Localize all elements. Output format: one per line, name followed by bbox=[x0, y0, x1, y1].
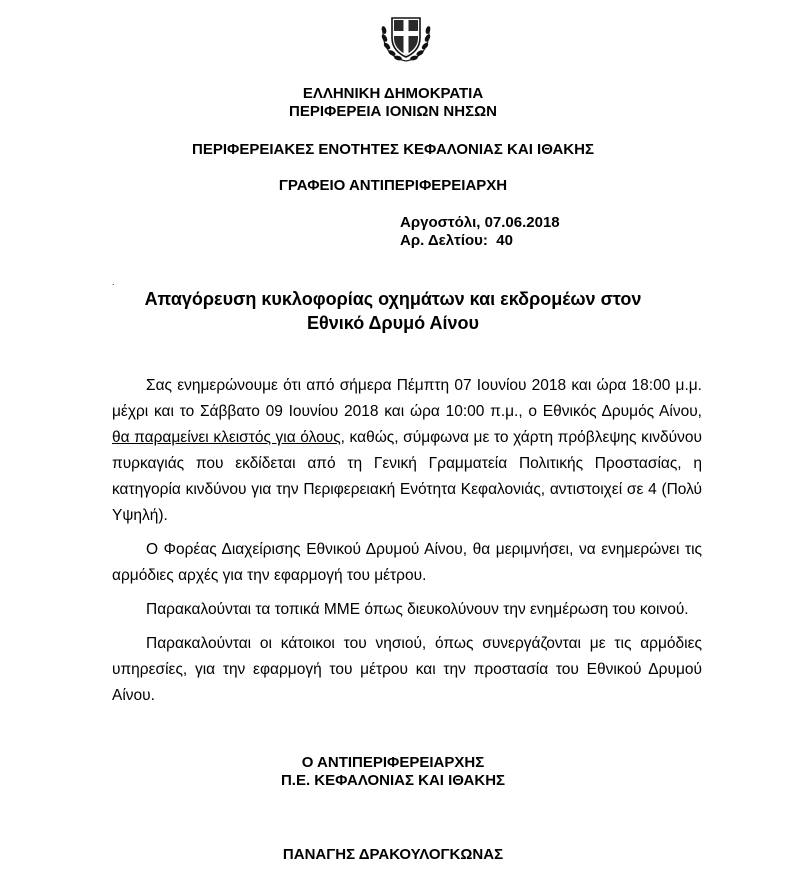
signature-unit: Π.Ε. ΚΕΦΑΛΟΝΙΑΣ ΚΑΙ ΙΘΑΚΗΣ bbox=[280, 772, 506, 789]
paragraph-1-underlined: θα παραμείνει κλειστός για όλους, bbox=[112, 429, 345, 446]
greek-state-emblem-icon bbox=[378, 8, 434, 64]
document-title bbox=[0, 287, 786, 335]
document-title-line2: Εθνικό Δρυμό Αίνου bbox=[307, 313, 479, 333]
document-title-line1: Απαγόρευση κυκλοφορίας οχημάτων και εκδρομέων στον bbox=[144, 289, 642, 309]
body-text bbox=[112, 373, 702, 717]
bulletin-number bbox=[400, 231, 513, 250]
bulletin-label: Αρ. Δελτίου: bbox=[400, 232, 488, 249]
republic-heading: ΕΛΛΗΝΙΚΗ ΔΗΜΟΚΡΑΤΙΑ bbox=[302, 85, 484, 102]
paragraph-3: Παρακαλούνται τα τοπικά ΜΜΕ όπως διευκολύνουν την ενημέρωση του κοινού. bbox=[146, 601, 689, 618]
paragraph-4: Παρακαλούνται οι κάτοικοι του νησιού, όπως συνεργάζονται με τις αρμόδιες υπηρεσίες, για την εφαρμογή του μέτρου και την προστασία του Εθνικού Δρυμού Αίνου. bbox=[112, 635, 702, 704]
signature-name: ΠΑΝΑΓΗΣ ΔΡΑΚΟΥΛΟΓΚΩΝΑΣ bbox=[282, 846, 504, 863]
bulletin-value: 40 bbox=[496, 232, 513, 249]
paragraph-1-start: Σας ενημερώνουμε ότι από σήμερα Πέμπτη 07 Ιουνίου 2018 και ώρα 18:00 μ.μ. μέχρι και το Σάββατο 09 Ιουνίου 2018 και ώρα 10:00 π.μ., ο Εθνικός Δρυμός Αίνου, bbox=[112, 377, 702, 420]
paragraph-1 bbox=[112, 373, 702, 529]
region-heading: ΠΕΡΙΦΕΡΕΙΑ ΙΟΝΙΩΝ ΝΗΣΩΝ bbox=[289, 103, 497, 120]
margin-marker: . bbox=[112, 277, 115, 287]
regional-units-heading: ΠΕΡΙΦΕΡΕΙΑΚΕΣ ΕΝΟΤΗΤΕΣ ΚΕΦΑΛΟΝΙΑΣ ΚΑΙ ΙΘΑΚΗΣ bbox=[192, 141, 594, 158]
paragraph-1-end: καθώς, σύμφωνα με το χάρτη πρόβλεψης κινδύνου πυρκαγιάς που εκδίδεται από τη Γενική Γραμματεία Πολιτικής Προστασίας, η κατηγορία κινδύνου για την Περιφερειακή Ενότητα Κεφαλονιάς, αντιστοιχεί σε 4 (Πολύ Υψηλή). bbox=[112, 429, 702, 524]
paragraph-2: Ο Φορέας Διαχείρισης Εθνικού Δρυμού Αίνου, θα μεριμνήσει, να ενημερώνει τις αρμόδιες αρχές για την εφαρμογή του μέτρου. bbox=[112, 541, 702, 584]
signature-role: Ο ΑΝΤΙΠΕΡΙΦΕΡΕΙΑΡΧΗΣ bbox=[301, 754, 485, 771]
place-date: Αργοστόλι, 07.06.2018 bbox=[400, 214, 560, 231]
office-heading: ΓΡΑΦΕΙΟ ΑΝΤΙΠΕΡΙΦΕΡΕΙΑΡΧΗ bbox=[278, 177, 508, 194]
